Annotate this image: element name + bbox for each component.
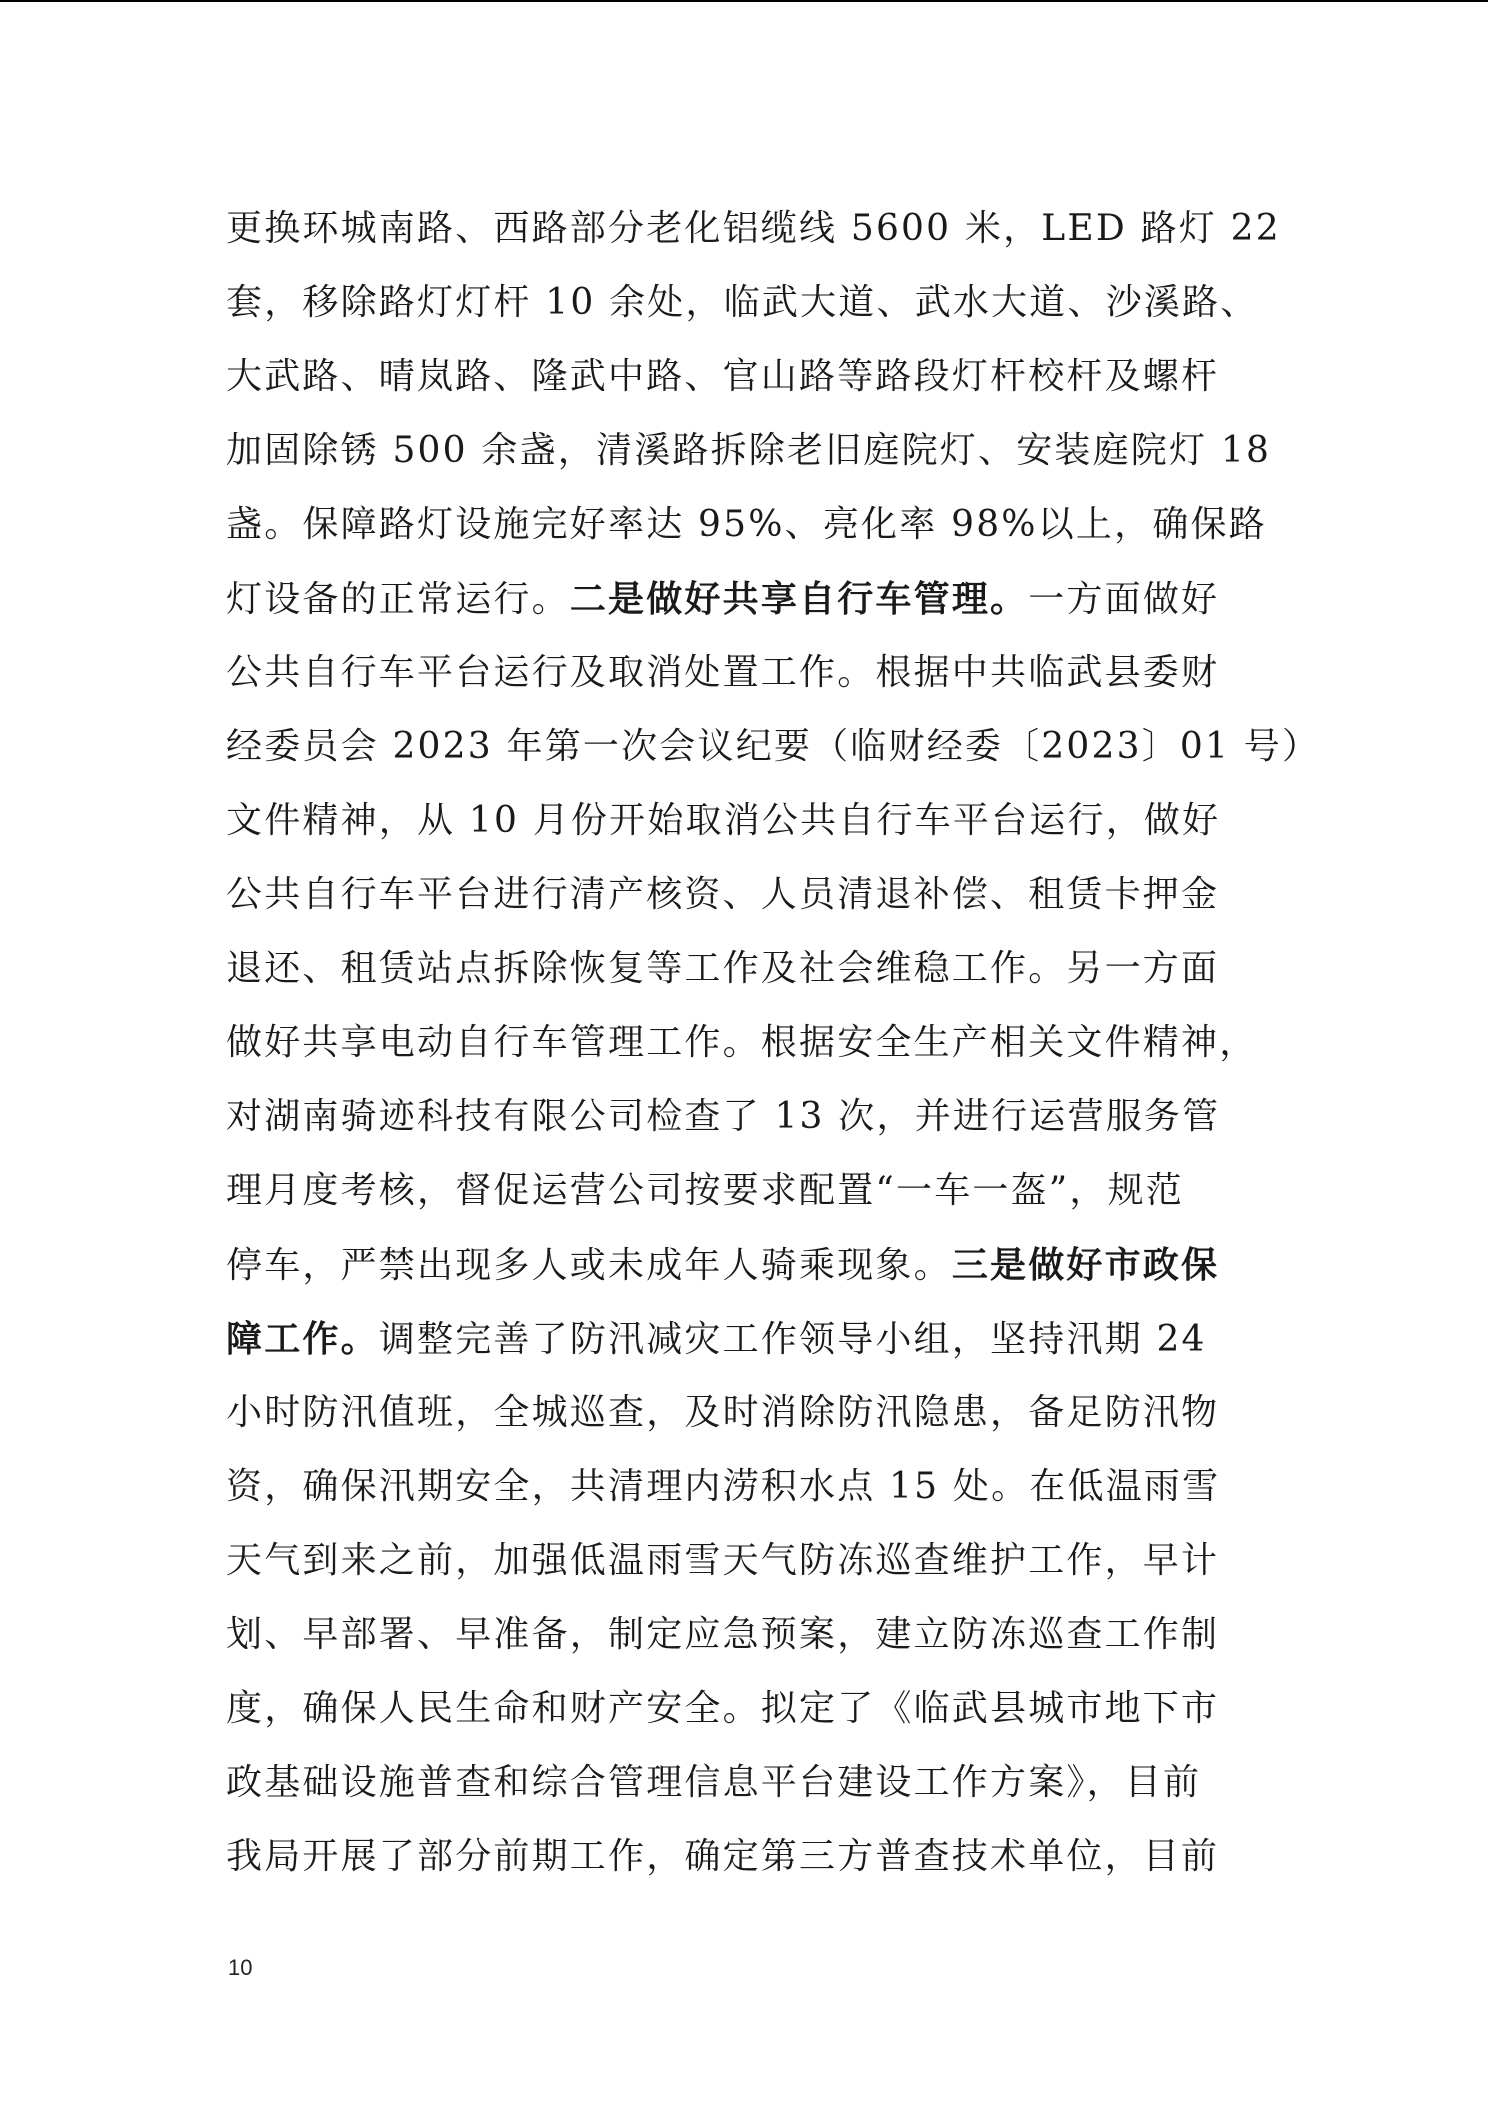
- bold-heading-text: 障工作。: [226, 1318, 379, 1360]
- text-line: [226, 784, 1266, 858]
- body-text-segment: 一方面做好: [1028, 579, 1220, 620]
- body-text-segment: 划、早部署、早准备，制定应急预案，建立防冻巡查工作制: [226, 1614, 1220, 1655]
- body-text-segment: 灯设备的正常运行。: [226, 579, 570, 620]
- body-text-segment: 公共自行车平台运行及取消处置工作。根据中共临武县委财: [226, 652, 1220, 693]
- body-text-segment: 经委员会 2023 年第一次会议纪要（临财经委〔2023〕01 号）: [226, 726, 1321, 767]
- body-text-segment: 做好共享电动自行车管理工作。根据安全生产相关文件精神，: [226, 1022, 1258, 1063]
- text-line: [226, 1376, 1266, 1450]
- body-text-segment: 调整完善了防汛减灾工作领导小组，坚持汛期 24: [378, 1319, 1207, 1360]
- text-line: [226, 488, 1266, 562]
- body-text-segment: 对湖南骑迹科技有限公司检查了 13 次，并进行运营服务管: [226, 1096, 1221, 1137]
- text-line: [226, 414, 1272, 488]
- bold-heading-text: 三是做好市政保: [951, 1244, 1220, 1286]
- body-text-segment: 大武路、晴岚路、隆武中路、官山路等路段灯杆校杆及螺杆: [226, 356, 1220, 397]
- text-line: [226, 1302, 1266, 1376]
- text-line: [226, 1820, 1266, 1894]
- body-text-segment: 更换环城南路、西路部分老化铝缆线 5600 米，LED 路灯 22: [226, 208, 1281, 249]
- text-line: [226, 932, 1266, 1006]
- bold-heading-text: 二是做好共享自行车管理。: [569, 578, 1029, 620]
- top-border-line: [0, 0, 1488, 2]
- body-text-segment: 资，确保汛期安全，共清理内涝积水点 15 处。在低温雨雪: [226, 1466, 1221, 1507]
- text-line: [226, 710, 1321, 784]
- body-text-segment: 盏。保障路灯设施完好率达 95%、亮化率 98%以上，确保路: [226, 504, 1267, 545]
- text-line: [226, 1154, 1266, 1228]
- text-line: [226, 1450, 1266, 1524]
- text-line: [226, 1080, 1266, 1154]
- text-line: [226, 858, 1266, 932]
- text-line: [226, 1672, 1266, 1746]
- body-text-segment: 退还、租赁站点拆除恢复等工作及社会维稳工作。另一方面: [226, 948, 1220, 989]
- body-text-segment: 天气到来之前，加强低温雨雪天气防冻巡查维护工作，早计: [226, 1540, 1220, 1581]
- text-line: [226, 192, 1281, 266]
- body-text-segment: 加固除锈 500 余盏，清溪路拆除老旧庭院灯、安装庭院灯 18: [226, 430, 1272, 471]
- body-text-segment: 套，移除路灯灯杆 10 余处，临武大道、武水大道、沙溪路、: [226, 282, 1259, 323]
- body-text-segment: 我局开展了部分前期工作，确定第三方普查技术单位，目前: [226, 1836, 1220, 1877]
- body-text-segment: 公共自行车平台进行清产核资、人员清退补偿、租赁卡押金: [226, 874, 1220, 915]
- body-text-segment: 度，确保人民生命和财产安全。拟定了《临武县城市地下市: [226, 1688, 1220, 1729]
- body-text-segment: 停车，严禁出现多人或未成年人骑乘现象。: [226, 1245, 952, 1286]
- body-text-segment: 理月度考核，督促运营公司按要求配置“一车一盔”，规范: [226, 1170, 1185, 1211]
- text-line: [226, 266, 1266, 340]
- page-number: 10: [228, 1955, 253, 1980]
- text-line: [226, 1598, 1266, 1672]
- body-text-segment: 文件精神，从 10 月份开始取消公共自行车平台运行，做好: [226, 800, 1221, 841]
- text-line: [226, 636, 1266, 710]
- text-line: [226, 1746, 1266, 1820]
- text-line: [226, 1524, 1266, 1598]
- document-body: [226, 192, 1321, 1894]
- text-line: [226, 562, 1266, 636]
- text-line: [226, 1228, 1266, 1302]
- text-line: [226, 1006, 1266, 1080]
- text-line: [226, 340, 1266, 414]
- body-text-segment: 小时防汛值班，全城巡查，及时消除防汛隐患，备足防汛物: [226, 1392, 1220, 1433]
- body-text-segment: 政基础设施普查和综合管理信息平台建设工作方案》，目前: [226, 1762, 1202, 1803]
